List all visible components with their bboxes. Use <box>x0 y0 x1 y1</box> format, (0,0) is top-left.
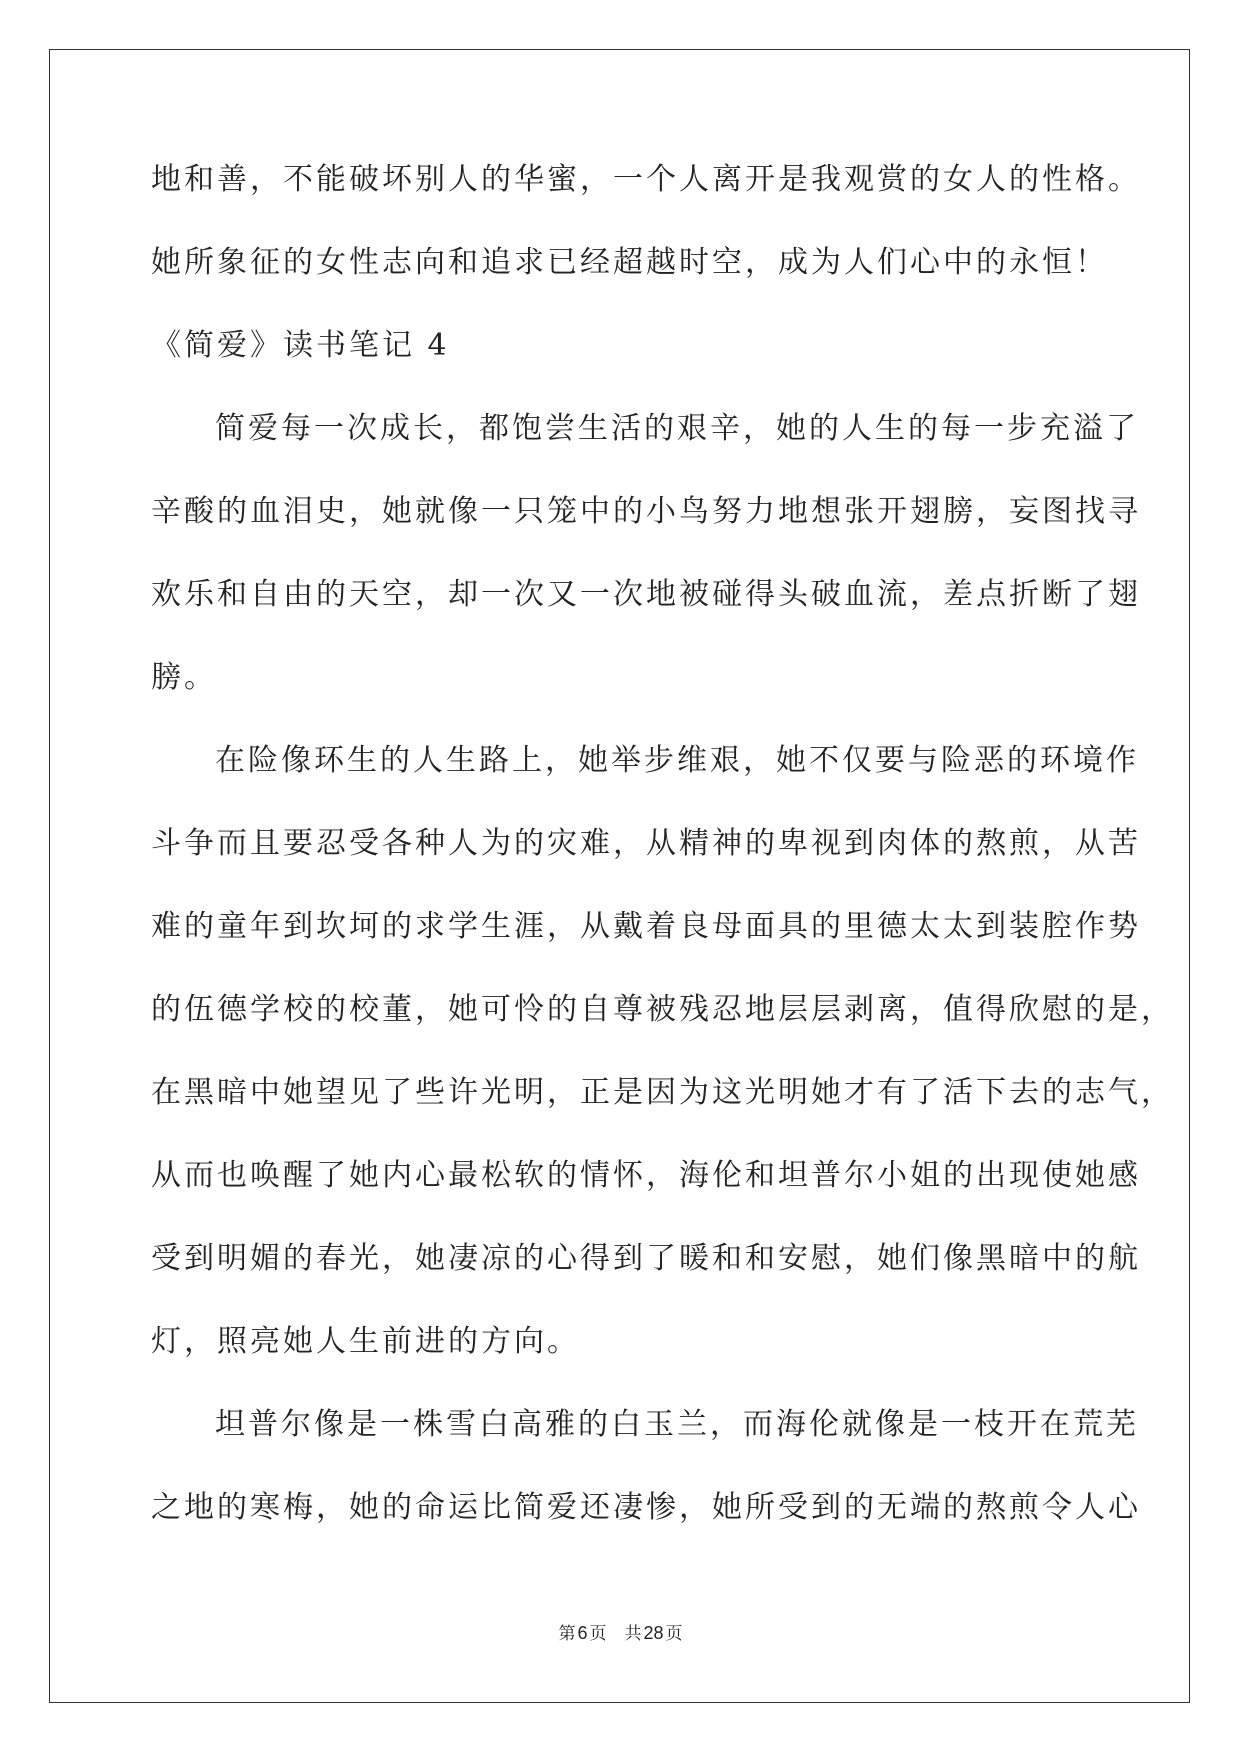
document-body <box>151 160 1174 1571</box>
text-line: 欢乐和自由的天空，却一次又一次地被碰得头破血流，差点折断了翅 <box>151 577 1141 612</box>
page-number: 6 <box>577 1623 588 1643</box>
text-line: 辛酸的血泪史，她就像一只笼中的小鸟努力地想张开翅膀，妄图找寻 <box>151 494 1141 529</box>
text-line: 她所象征的女性志向和追求已经超越时空，成为人们心中的永恒！ <box>151 245 1108 280</box>
page-footer <box>0 1623 1241 1644</box>
text-line: 受到明媚的春光，她凄凉的心得到了暖和和安慰，她们像黑暗中的航 <box>151 1241 1141 1276</box>
text-line: 地和善，不能破坏别人的华蜜，一个人离开是我观赏的女人的性格。 <box>151 162 1141 197</box>
text-line: 的伍德学校的校董，她可怜的自尊被残忍地层层剥离，值得欣慰的是， <box>151 992 1174 1027</box>
text-line: 之地的寒梅，她的命运比简爱还凄惨，她所受到的无端的熬煎令人心 <box>151 1490 1141 1525</box>
paragraph-first-line: 简爱每一次成长，都饱尝生活的艰辛，她的人生的每一步充溢了 <box>215 411 1139 446</box>
paragraph-first-line: 在险像环生的人生路上，她举步维艰，她不仅要与险恶的环境作 <box>215 743 1139 778</box>
page-prefix: 第 <box>558 1624 576 1644</box>
total-prefix: 共 <box>624 1624 642 1644</box>
section-heading: 《简爱》读书笔记 4 <box>151 328 450 363</box>
text-line: 从而也唤醒了她内心最松软的情怀，海伦和坦普尔小姐的出现使她感 <box>151 1158 1141 1193</box>
total-suffix: 页 <box>665 1624 683 1644</box>
text-line: 膀。 <box>151 660 217 695</box>
total-pages: 28 <box>643 1623 664 1643</box>
text-line: 难的童年到坎坷的求学生涯，从戴着良母面具的里德太太到装腔作势 <box>151 909 1141 944</box>
text-line: 灯，照亮她人生前进的方向。 <box>151 1324 580 1359</box>
text-line: 斗争而且要忍受各种人为的灾难，从精神的卑视到肉体的熬煎，从苦 <box>151 826 1141 861</box>
paragraph-first-line: 坦普尔像是一株雪白高雅的白玉兰，而海伦就像是一枝开在荒芜 <box>215 1407 1139 1442</box>
page-suffix: 页 <box>589 1624 607 1644</box>
text-line: 在黑暗中她望见了些许光明，正是因为这光明她才有了活下去的志气， <box>151 1075 1174 1110</box>
